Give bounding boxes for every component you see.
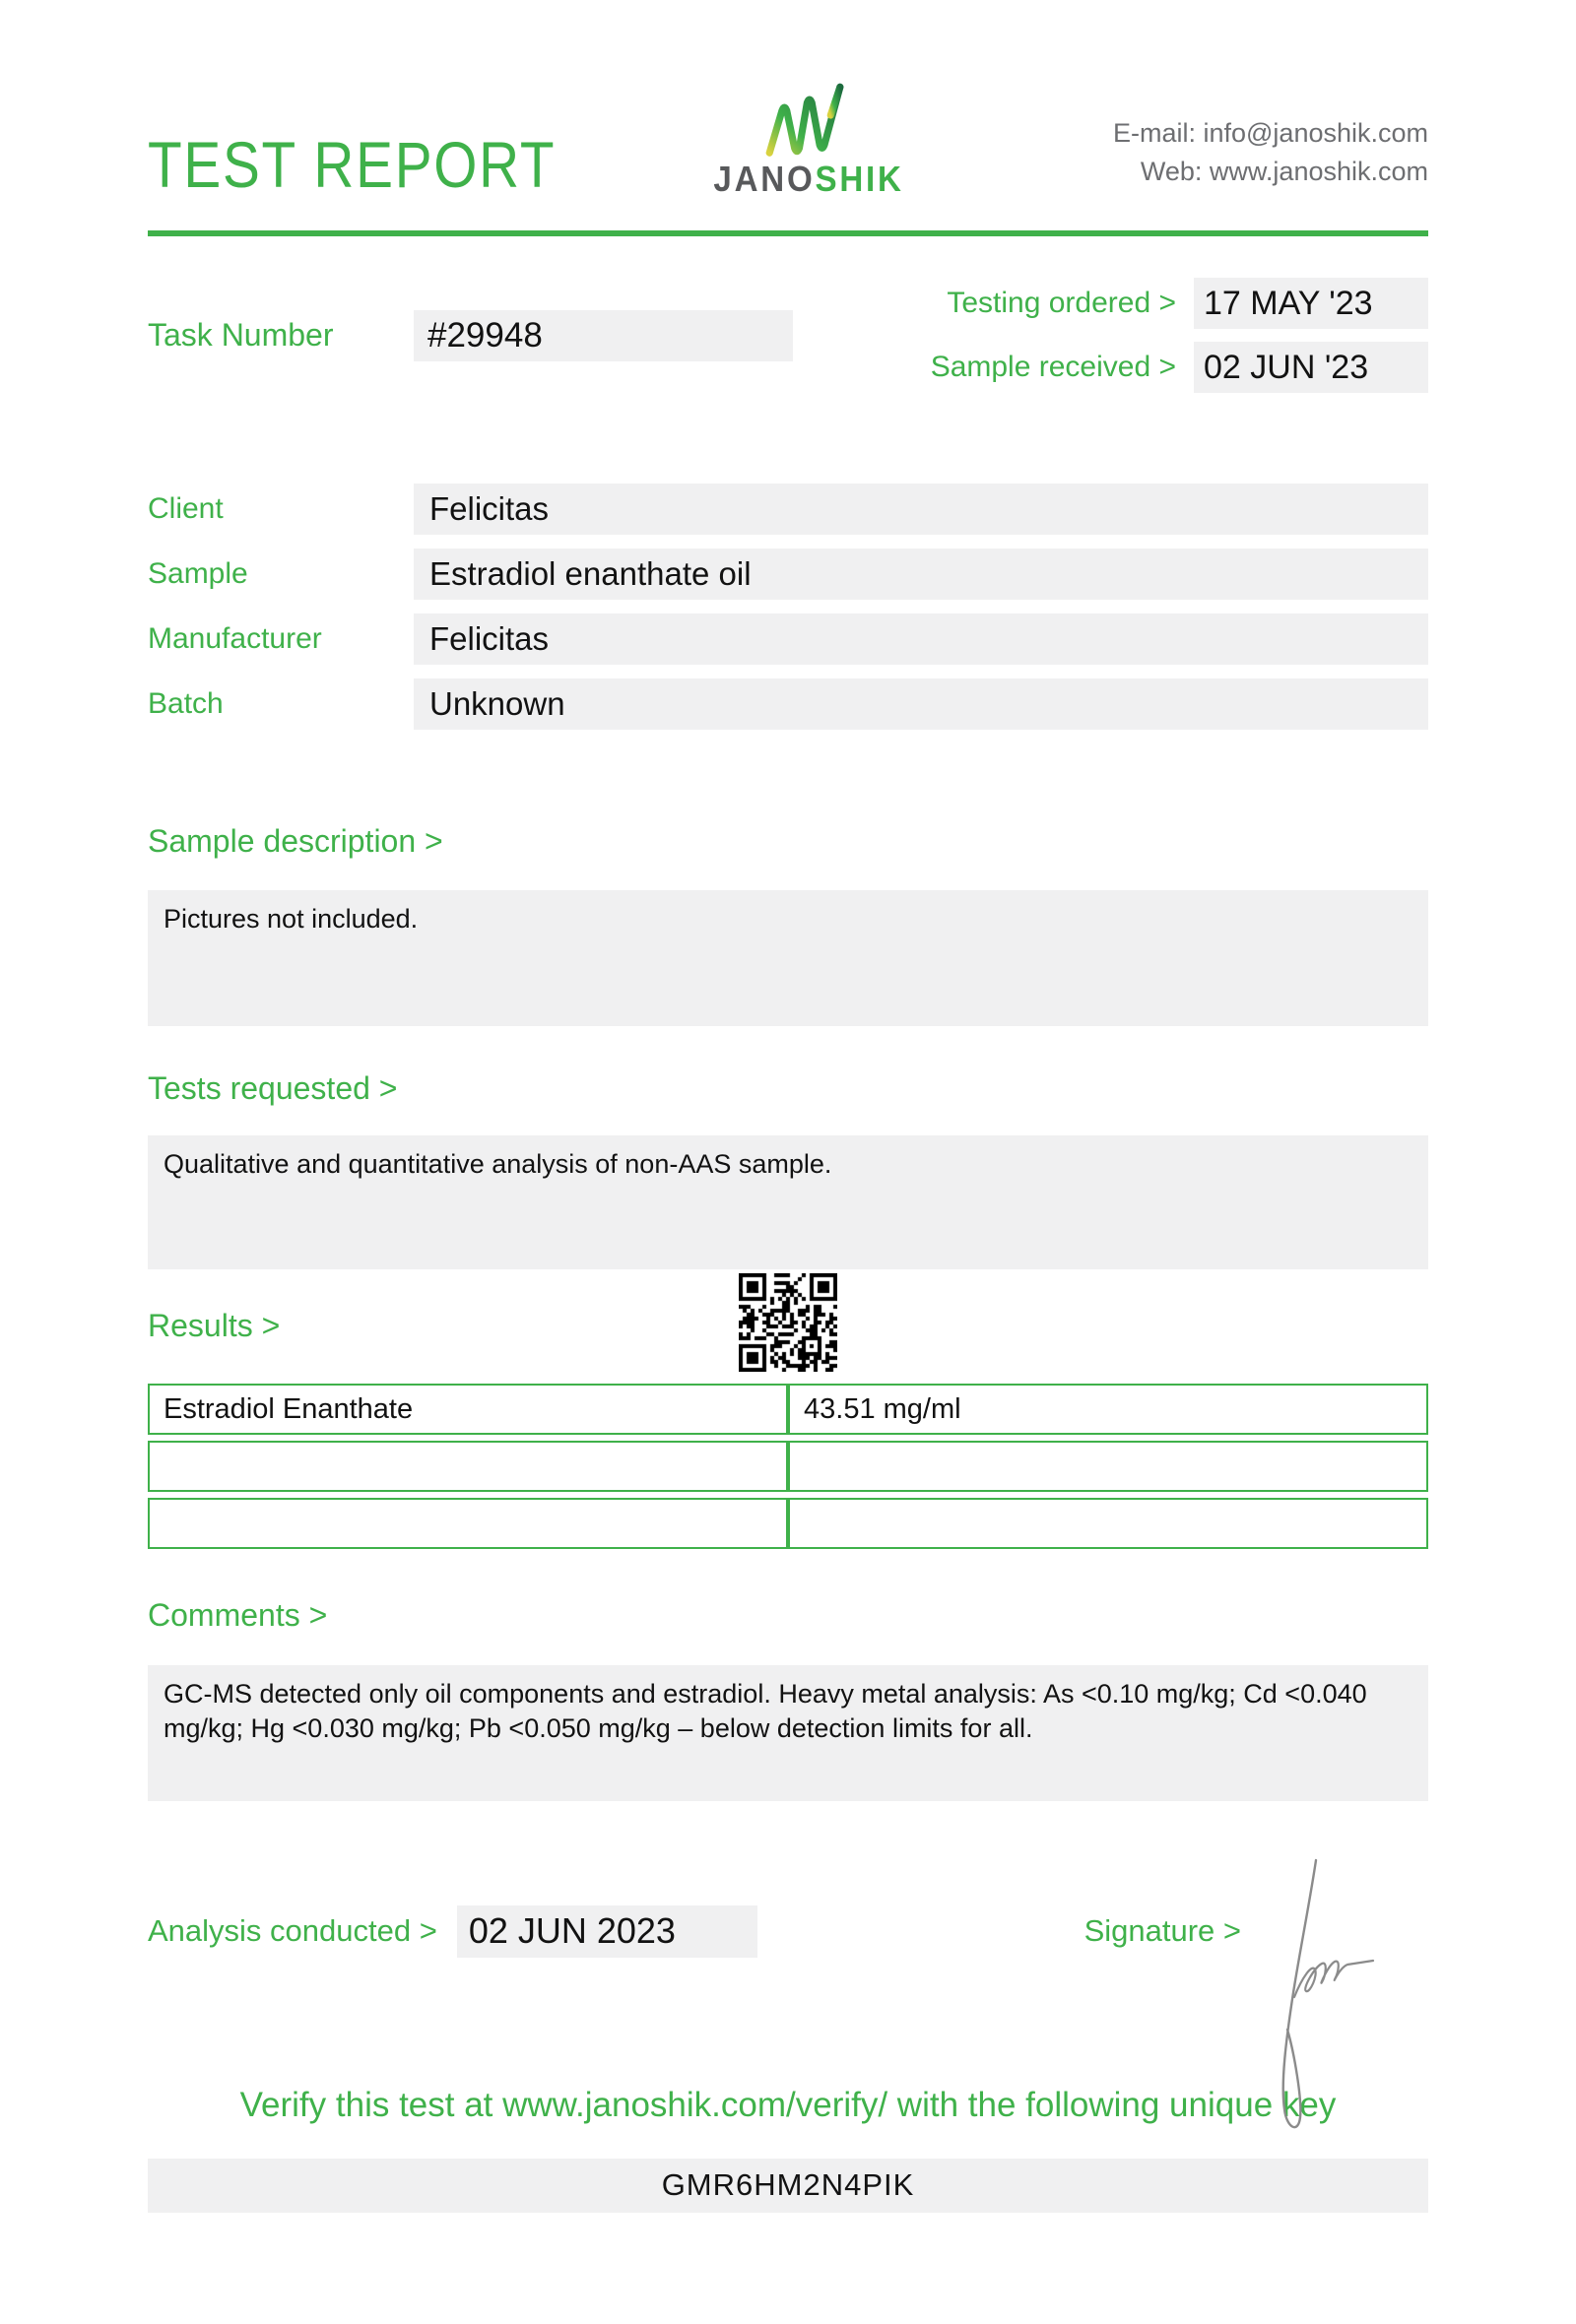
sample-description-heading: Sample description > bbox=[148, 823, 443, 859]
testing-ordered-row bbox=[931, 278, 1428, 329]
results-header-row bbox=[148, 1269, 1428, 1378]
result-analyte-cell bbox=[148, 1441, 788, 1492]
analysis-signature-row bbox=[148, 1905, 1428, 1958]
batch-label: Batch bbox=[148, 687, 224, 720]
web-value: www.janoshik.com bbox=[1209, 156, 1428, 186]
tests-requested-heading: Tests requested > bbox=[148, 1070, 398, 1107]
sample-value: Estradiol enanthate oil bbox=[414, 549, 1428, 600]
contact-email-line bbox=[1113, 114, 1428, 153]
result-value-cell bbox=[788, 1441, 1428, 1492]
result-analyte-cell: Estradiol Enanthate bbox=[148, 1384, 788, 1435]
result-value-cell bbox=[788, 1498, 1428, 1549]
sample-received-value: 02 JUN '23 bbox=[1194, 342, 1428, 393]
janoshik-logo bbox=[705, 81, 912, 197]
signature-scrawl bbox=[1273, 1841, 1401, 2137]
logo-wordmark bbox=[713, 161, 903, 197]
contact-info bbox=[1113, 114, 1428, 191]
web-label: Web: bbox=[1140, 156, 1203, 186]
qr-code bbox=[739, 1273, 837, 1372]
table-row bbox=[148, 1498, 1428, 1549]
result-analyte-cell bbox=[148, 1498, 788, 1549]
sample-description-box: Pictures not included. bbox=[148, 890, 1428, 1026]
results-table bbox=[148, 1378, 1428, 1555]
email-value: info@janoshik.com bbox=[1203, 117, 1428, 148]
sample-label: Sample bbox=[148, 557, 248, 590]
comments-heading: Comments > bbox=[148, 1597, 328, 1634]
table-row bbox=[148, 1384, 1428, 1435]
info-row-manufacturer bbox=[148, 613, 1428, 665]
info-row-sample bbox=[148, 549, 1428, 600]
info-row-client bbox=[148, 484, 1428, 535]
client-value: Felicitas bbox=[414, 484, 1428, 535]
analysis-conducted-group bbox=[148, 1905, 757, 1958]
analysis-conducted-label: Analysis conducted > bbox=[148, 1913, 437, 1949]
signature-label: Signature > bbox=[1084, 1913, 1241, 1949]
chart-peaks-logo-icon bbox=[761, 81, 856, 158]
tests-requested-box: Qualitative and quantitative analysis of non-AAS sample. bbox=[148, 1135, 1428, 1269]
manufacturer-label: Manufacturer bbox=[148, 622, 322, 655]
email-label: E-mail: bbox=[1112, 117, 1196, 148]
testing-ordered-label: Testing ordered > bbox=[947, 287, 1176, 319]
analysis-conducted-value: 02 JUN 2023 bbox=[457, 1905, 757, 1958]
info-row-batch bbox=[148, 678, 1428, 730]
page-title: TEST REPORT bbox=[148, 128, 557, 201]
dates-group bbox=[931, 278, 1428, 393]
comments-box: GC-MS detected only oil components and estradiol. Heavy metal analysis: As <0.10 mg/kg; Cd <0.040 mg/kg; Hg <0.030 mg/kg; Pb <0.050 mg/kg – below detection limits for all. bbox=[148, 1665, 1428, 1801]
client-label: Client bbox=[148, 492, 224, 525]
verify-instructions: Verify this test at www.janoshik.com/verify/ with the following unique key bbox=[239, 2085, 1337, 2124]
table-row bbox=[148, 1441, 1428, 1492]
testing-ordered-value: 17 MAY '23 bbox=[1194, 278, 1428, 329]
unique-key-value: GMR6HM2N4PIK bbox=[148, 2159, 1428, 2213]
sample-received-row bbox=[931, 342, 1428, 393]
batch-value: Unknown bbox=[414, 678, 1428, 730]
task-number-value: #29948 bbox=[414, 310, 793, 361]
logo-wordmark-jano: JANO bbox=[713, 159, 816, 199]
header-divider bbox=[148, 230, 1428, 236]
logo-wordmark-shik: SHIK bbox=[815, 159, 904, 199]
manufacturer-value: Felicitas bbox=[414, 613, 1428, 665]
sample-info-section bbox=[148, 484, 1428, 730]
contact-web-line bbox=[1113, 153, 1428, 191]
task-section bbox=[148, 278, 1428, 393]
task-number-group bbox=[148, 278, 793, 393]
sample-received-label: Sample received > bbox=[930, 351, 1176, 383]
results-heading: Results > bbox=[148, 1308, 281, 1344]
result-value-cell: 43.51 mg/ml bbox=[788, 1384, 1428, 1435]
header bbox=[148, 0, 1428, 201]
task-number-label: Task Number bbox=[148, 317, 334, 353]
